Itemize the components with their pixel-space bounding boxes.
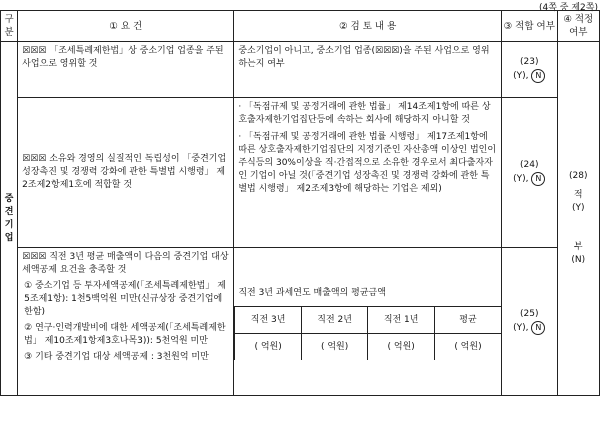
header-category: 구분 (1, 11, 18, 42)
year-3: 직전 3년 (235, 307, 302, 334)
overall-fit: (28) 적 (Y) 부 (N) (557, 42, 599, 396)
overall-n-option[interactable]: (N) (571, 255, 586, 265)
sales-average-table (234, 306, 501, 360)
review-form-table (0, 10, 600, 396)
requirement-business-type: ☒☒☒ 「조세특례제한법」상 중소기업 업종을 주된 사업으로 영위할 것 (18, 42, 234, 98)
review-sales: 직전 3년 과세연도 매출액의 평균금액 직전 3년 직전 2년 직전 1년 평균 ( 억원) ( 억원) ( 억원) ( 억원) (234, 248, 502, 396)
review-independence: · 「독점규제 및 공정거래에 관한 법률」 제14조제1항에 따른 상호출자제한기업집단등에 속하는 회사에 해당하지 아니할 것 · 「독점규제 및 공정거래에 관한 법률 시행령」 제17조제1항에 따른 상호출자제한기업집단의 지정기준인 자산총액 이상인 법인이 주식등의 30%이상을 직·간접적으로 소유한 경우로서 최다출자자인 기업이 아닐 것(「중견기업 성장촉진 및 경쟁력 강화에 관한 특별법 시행령」 제2조제3항에 해당하는 기업은 제외) (234, 98, 502, 248)
year-average: 평균 (434, 307, 501, 334)
year-2: 직전 2년 (301, 307, 368, 334)
header-requirement: ① 요 건 (18, 11, 234, 42)
header-row (1, 11, 600, 42)
amount-average[interactable]: ( 억원) (434, 334, 501, 361)
n-option-circle[interactable]: N (531, 172, 545, 186)
year-1: 직전 1년 (368, 307, 435, 334)
row-business-type (1, 42, 600, 98)
fit-sales: (25) (Y), N (502, 248, 558, 396)
row-independence (1, 98, 600, 248)
review-business-type: 중소기업이 아니고, 중소기업 업종(☒☒☒)을 주된 사업으로 영위하는지 여부 (234, 42, 502, 98)
page-number-note: (4쪽 중 제2쪽) (539, 3, 598, 13)
header-fit2: ④ 적정 여부 (557, 11, 599, 42)
n-option-circle[interactable]: N (531, 69, 545, 83)
overall-y-option[interactable]: (Y) (572, 203, 585, 213)
requirement-independence: ☒☒☒ 소유와 경영의 실질적인 독립성이 「중견기업 성장촉진 및 경쟁력 강화에 관한 특별법 시행령」 제2조제2항제1호에 적합할 것 (18, 98, 234, 248)
n-option-circle[interactable]: N (531, 321, 545, 335)
fit-independence: (24) (Y), N (502, 98, 558, 248)
requirement-sales: ☒☒☒ 직전 3년 평균 매출액이 다음의 중견기업 대상 세액공제 요건을 충족할 것 ① 중소기업 등 투자세액공제(「조세특례제한법」 제5조제1항): 1천5백억원 미만(신규상장 중견기업에 한함) ② 연구·인력개발비에 대한 세액공제(「조세특례제한법」 제10조제1항제3호나목3)): 5천억원 미만 ③ 기타 중견기업 대상 세액공제 : 3천원억 미만 (18, 248, 234, 396)
amount-year-1[interactable]: ( 억원) (368, 334, 435, 361)
amount-year-3[interactable]: ( 억원) (235, 334, 302, 361)
header-fit: ③ 적합 여부 (502, 11, 558, 42)
header-review: ② 검 토 내 용 (234, 11, 502, 42)
category-label: 중견기업 (1, 42, 18, 396)
fit-business-type: (23) (Y), N (502, 42, 558, 98)
row-sales (1, 248, 600, 396)
amount-year-2[interactable]: ( 억원) (301, 334, 368, 361)
